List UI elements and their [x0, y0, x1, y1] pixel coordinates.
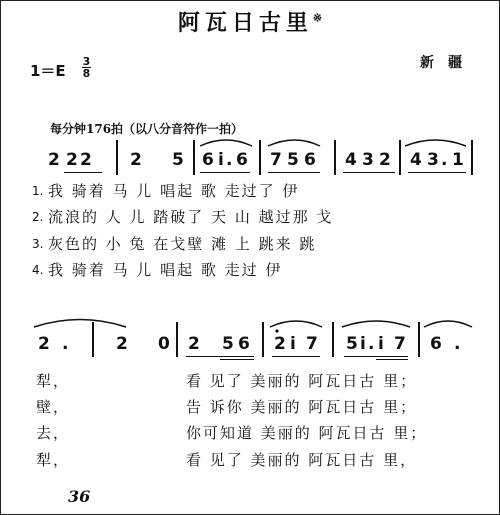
note: 2 — [116, 334, 128, 354]
song-title: 阿瓦日古里※ — [177, 10, 323, 36]
lyric-line-1: 我 骑着 马 儿 唱起 歌 走过了 伊 — [48, 182, 300, 200]
octave-dot — [275, 329, 278, 332]
dot: . — [226, 150, 233, 170]
note: 4 — [410, 150, 422, 170]
note: i — [218, 150, 224, 170]
verse-number: 3. — [32, 237, 44, 251]
note: 6 — [236, 150, 248, 170]
slur — [268, 140, 320, 146]
note: i — [378, 334, 384, 354]
note: 7 — [306, 334, 318, 354]
note: 5 — [222, 334, 234, 354]
dot: . — [454, 334, 461, 354]
note: 2 — [274, 334, 286, 354]
lyric-line-2: 流浪的 人 儿 踏破了 天 山 越过那 戈 — [48, 208, 334, 226]
dot: . — [368, 334, 375, 354]
note: 5 — [287, 150, 299, 170]
verse-number: 1. — [32, 184, 44, 198]
note: 5 — [172, 150, 184, 170]
note: 1 — [452, 150, 464, 170]
note: 2 — [188, 334, 200, 354]
note: 2 — [48, 150, 60, 170]
lyric-line-5: 看 见了 美丽的 阿瓦日古 里； — [186, 372, 418, 390]
footnote-mark: ※ — [312, 11, 323, 25]
note: 7 — [394, 334, 406, 354]
slur — [270, 321, 322, 327]
note: i — [290, 334, 296, 354]
slur — [342, 321, 410, 327]
note: 4 — [345, 150, 357, 170]
tempo-marking: 每分钟176拍（以八分音符作一拍） — [50, 122, 244, 136]
page-number: 36 — [68, 487, 91, 506]
verse-number: 4. — [32, 263, 44, 277]
note: 5 — [346, 334, 358, 354]
note: 3 — [362, 150, 374, 170]
note: 2 — [130, 150, 142, 170]
slur — [424, 321, 472, 327]
key-signature: 1＝E — [30, 62, 66, 80]
time-denominator: 8 — [82, 67, 91, 80]
note: 6 — [202, 150, 214, 170]
dot: . — [441, 150, 448, 170]
lyric-line-6: 告 诉你 美丽的 阿瓦日古 里； — [186, 398, 418, 416]
dot: . — [62, 334, 69, 354]
lyric-line-7-start: 去， — [36, 424, 71, 442]
lyric-line-3: 灰色的 小 兔 在戈壁 滩 上 跳来 跳 — [48, 235, 317, 253]
slur — [34, 320, 126, 328]
note: 6 — [304, 150, 316, 170]
note: 2 — [38, 334, 50, 354]
rest: 0 — [158, 334, 170, 354]
lyric-line-5-start: 犁， — [36, 372, 71, 390]
lyric-line-4: 我 骑着 马 儿 唱起 歌 走过 伊 — [48, 261, 283, 279]
lyric-line-6-start: 壁， — [36, 398, 71, 416]
note: 3 — [427, 150, 439, 170]
verse-number: 2. — [32, 210, 44, 224]
lyric-line-7: 你可知道 美丽的 阿瓦日古 里； — [186, 424, 428, 442]
slur — [405, 140, 466, 146]
slur — [200, 140, 252, 146]
time-numerator: 3 — [82, 55, 91, 68]
note: 7 — [270, 150, 282, 170]
note: 2 — [379, 150, 391, 170]
lyric-line-8-start: 犁， — [36, 451, 71, 469]
note: i — [360, 334, 366, 354]
note: 6 — [238, 334, 250, 354]
note: 6 — [430, 334, 442, 354]
note: 2 — [80, 150, 92, 170]
lyric-line-8: 看 见了 美丽的 阿瓦日古 里， — [186, 451, 418, 469]
note: 2 — [66, 150, 78, 170]
region-label: 新疆 — [420, 55, 476, 71]
